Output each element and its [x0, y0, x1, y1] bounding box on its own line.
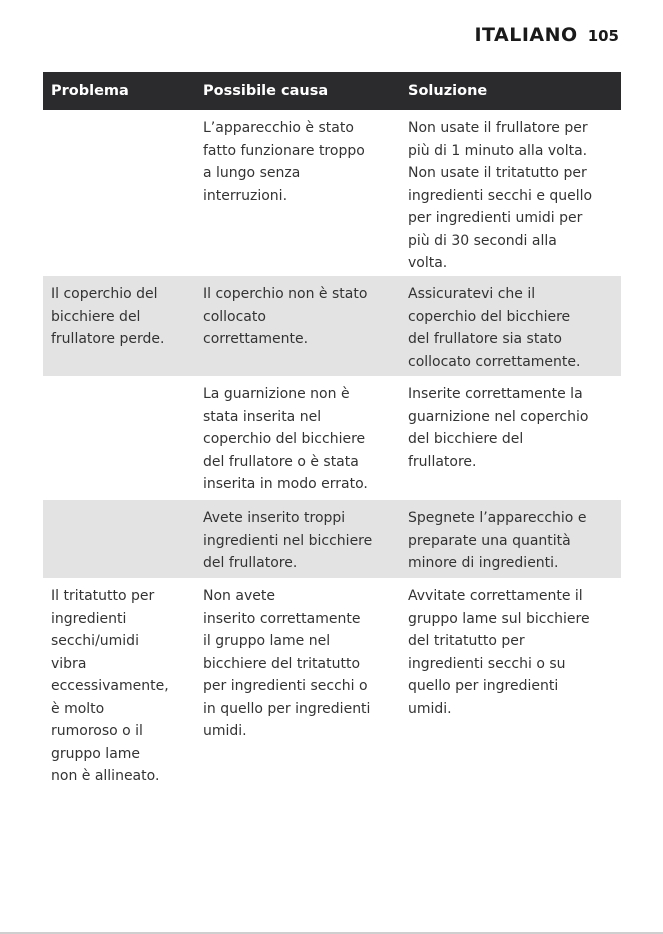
column-header-cause: Possibile causa [203, 83, 329, 99]
problem-cell: Il tritatutto per ingredienti secchi/umidi vibra eccessivamente, è molto rumoroso o il gruppo lame non è allineato. [51, 588, 169, 784]
column-header-solution: Soluzione [408, 83, 488, 99]
cause-cell: Avete inserito troppi ingredienti nel bicchiere del frullatore. [203, 510, 373, 571]
table-row [43, 500, 621, 578]
page-number: 105 [587, 27, 619, 45]
table-header-row [43, 72, 621, 110]
solution-cell: Non usate il frullatore per più di 1 minuto alla volta. Non usate il tritatutto per ingredienti secchi e quello per ingredienti umidi per più di 30 secondi alla volta. [408, 120, 593, 271]
cause-cell: La guarnizione non è stata inserita nel coperchio del bicchiere del frullatore o è stata inserita in modo errato. [203, 386, 368, 492]
cause-cell: L’apparecchio è stato fatto funzionare troppo a lungo senza interruzioni. [203, 120, 365, 204]
problem-cell [43, 500, 194, 578]
problem-cell: Il coperchio del bicchiere del frullatore perde. [51, 286, 165, 347]
problem-cell [43, 110, 194, 276]
cause-cell: Il coperchio non è stato collocato correttamente. [203, 286, 368, 347]
problem-cell [43, 376, 194, 500]
table-row [43, 110, 621, 276]
table-row [43, 276, 621, 376]
page-header [474, 24, 619, 46]
solution-cell: Spegnete l’apparecchio e preparate una quantità minore di ingredienti. [408, 510, 587, 571]
solution-cell: Avvitate correttamente il gruppo lame sul bicchiere del tritatutto per ingredienti secchi o su quello per ingredienti umidi. [408, 588, 590, 717]
column-header-problem: Problema [51, 83, 129, 99]
solution-cell: Inserite correttamente la guarnizione nel coperchio del bicchiere del frullatore. [408, 386, 589, 470]
cause-cell: Non avete inserito correttamente il gruppo lame nel bicchiere del tritatutto per ingredienti secchi o in quello per ingredienti umidi. [203, 588, 371, 739]
troubleshooting-table [43, 72, 621, 796]
language-title: ITALIANO [474, 24, 578, 46]
table-row [43, 578, 621, 796]
solution-cell: Assicuratevi che il coperchio del bicchiere del frullatore sia stato collocato correttamente. [408, 286, 581, 370]
table-row [43, 376, 621, 500]
